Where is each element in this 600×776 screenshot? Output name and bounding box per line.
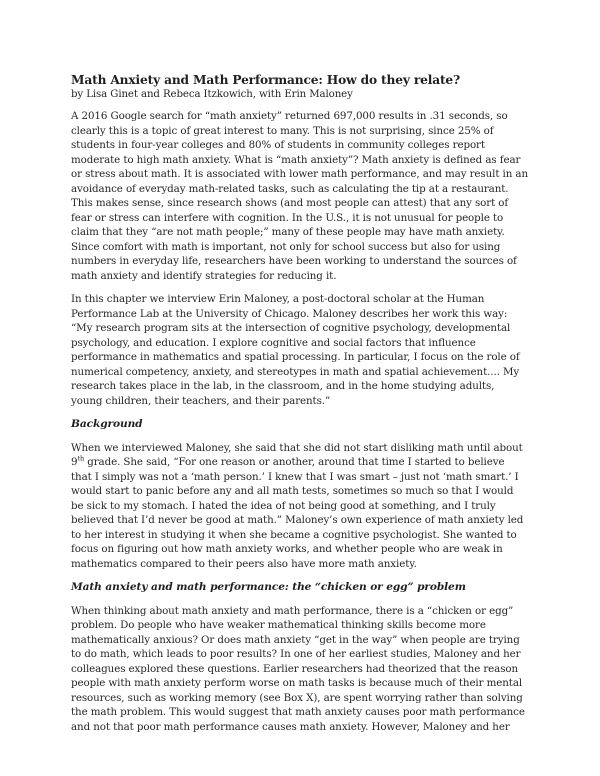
chicken-egg-heading: Math anxiety and math performance: the “chicken or egg” problem (71, 581, 466, 593)
background-text-rest: grade. She said, “For one reason or another, around that time I started to believe that I simply was not a ‘math person.’ I knew that I was smart – just not ‘math smart.’ I would start to panic before any and all math tests, sometimes so much so that I would be sick to my stomach. I hated the idea of not being good at something, and I truly believed that I’d never be good at math.” Maloney’s own experience of math anxiety led to her interest in studying it when she became a cognitive psychologist. She wanted to focus on figuring out how math anxiety works, and whether people who are weak in mathematics compared to their peers also have more math anxiety. (71, 456, 524, 570)
intro-paragraph: A 2016 Google search for “math anxiety” returned 697,000 results in .31 seconds, so clearly this is a topic of great interest to many. This is not surprising, since 25% of students in four-year colleges and 80% of students in community colleges report moderate to high math anxiety. What is “math anxiety”? Math anxiety is defined as fear or stress about math. It is associated with lower math performance, and may result in an avoidance of everyday math-related tasks, such as calculating the tip at a restaurant. This makes sense, since research shows (and most people can attest) that any sort of fear or stress can interfere with cognition. In the U.S., it is not unusual for people to claim that they “are not math people;” many of these people may have math anxiety. Since comfort with math is important, not only for school success but also for using numbers in everyday life, researchers have been working to understand the sources of math anxiety and identify strategies for reducing it. (71, 110, 528, 282)
byline: by Lisa Ginet and Rebeca Itzkowich, with Erin Maloney (71, 89, 353, 100)
chicken-egg-paragraph: When thinking about math anxiety and math performance, there is a “chicken or egg” problem. Do people who have weaker mathematical thinking skills become more mathematically anxious? Or does math anxiety “get in the way” when people are trying to do math, which leads to poor results? In one of her earliest studies, Maloney and her colleagues explored these questions. Earlier researchers had theorized that the reason people with math anxiety perform worse on math tasks is because much of their mental resources, such as working memory (see Box X), are spent worrying rather than solving the math problem. This would suggest that math anxiety causes poor math performance and not that poor math performance causes math anxiety. However, Maloney and her (71, 604, 525, 733)
background-text-start: When we interviewed Maloney, she said that she did not start disliking math until about 9 (71, 441, 523, 468)
background-heading: Background (71, 418, 143, 430)
ordinal-superscript: th (77, 454, 85, 463)
document-title: Math Anxiety and Math Performance: How do they relate? (71, 73, 461, 87)
interview-paragraph: In this chapter we interview Erin Maloney, a post-doctoral scholar at the Human Performance Lab at the University of Chicago. Maloney describes her work this way: “My research program sits at the intersection of cognitive psychology, developmental psychology, and education. I explore cognitive and social factors that influence performance in mathematics and spatial processing. In particular, I focus on the role of numerical competency, anxiety, and stereotypes in math and spatial achievement.... My research takes place in the lab, in the classroom, and in the home studying adults, young children, their teachers, and their parents.” (71, 293, 520, 407)
background-paragraph (71, 441, 528, 572)
